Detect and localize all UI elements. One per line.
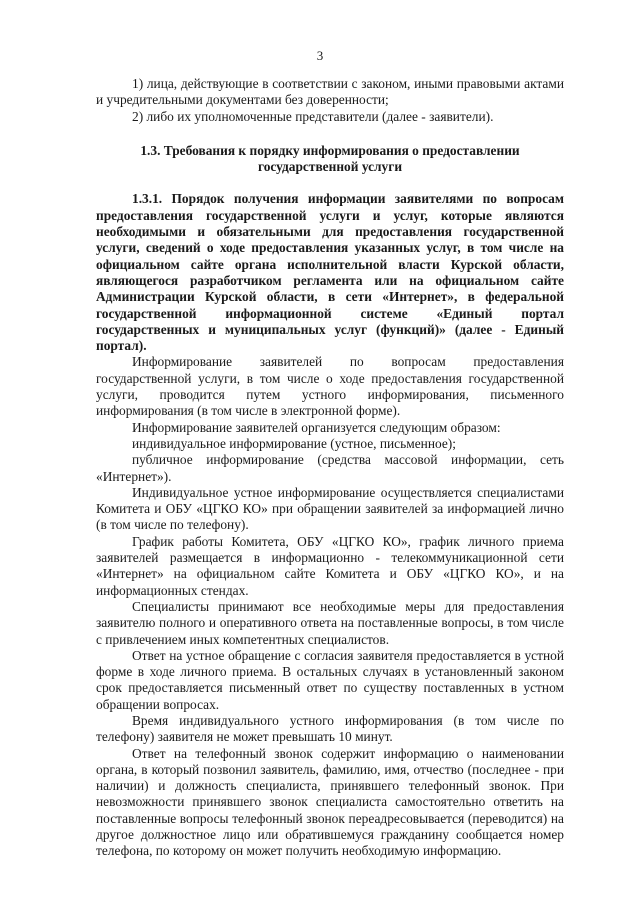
section-heading: 1.3. Требования к порядку информирования о предоставлении государственной услуги	[140, 142, 520, 175]
paragraph-11: Ответ на устное обращение с согласия заявителя предоставляется в устной форме в ходе личного приема. В остальных случаях в установленный законом срок предоставляется письменный ответ по существу поставленных в устном обращении вопросах.	[96, 647, 564, 712]
page-number: 3	[316, 48, 324, 63]
paragraph-9: График работы Комитета, ОБУ «ЦГКО КО», график личного приема заявителей размещается в информационно - телекоммуникационной сети «Интернет» на официальном сайте Комитета и ОБУ «ЦГКО КО», и на информационных стендах.	[96, 533, 564, 598]
paragraph-2: 2) либо их уполномоченные представители (далее - заявители).	[132, 108, 494, 124]
paragraph-12: Время индивидуального устного информирования (в том числе по телефону) заявителя не может превышать 10 минут.	[96, 712, 564, 745]
paragraph-13: Ответ на телефонный звонок содержит информацию о наименовании органа, в который позвонил заявитель, фамилию, имя, отчество (последнее - при наличии) и должность специалиста, принявшего телефонный звонок. При невозможности принявшего звонок специалиста самостоятельно ответить на поставленные вопросы телефонный звонок переадресовывается (переводится) на другое должностное лицо или обратившемуся гражданину сообщается номер телефона, по которому он может получить необходимую информацию.	[96, 745, 564, 859]
paragraph-8: Индивидуальное устное информирование осуществляется специалистами Комитета и ОБУ «ЦГКО КО» при обращении заявителей за информацией лично (в том числе по телефону).	[96, 484, 564, 533]
document-body	[96, 76, 564, 860]
paragraph-6: индивидуальное информирование (устное, письменное);	[132, 435, 456, 451]
paragraph-10: Специалисты принимают все необходимые меры для предоставления заявителю полного и оперативного ответа на поставленные вопросы, в том числе с привлечением иных компетентных специалистов.	[96, 598, 564, 647]
paragraph-3: 1.3.1. Порядок получения информации заявителями по вопросам предоставления государственной услуги и услуг, которые являются необходимыми и обязательными для предоставления государственной услуги, сведений о ходе предоставления указанных услуг, в том числе на официальном сайте органа исполнительной власти Курской области, являющегося разработчиком регламента или на официальном сайте Администрации Курской области, в сети «Интернет», в федеральной государственной информационной системе «Единый портал государственных и муниципальных услуг (функций)» (далее - Единый портал).	[96, 191, 564, 354]
paragraph-5: Информирование заявителей организуется следующим образом:	[132, 419, 501, 435]
paragraph-4: Информирование заявителей по вопросам предоставления государственной услуги, в том числе о ходе предоставления государственной услуги, проводится путем устного информирования, письменного информирования (в том числе в электронной форме).	[96, 354, 564, 419]
paragraph-7: публичное информирование (средства массовой информации, сеть «Интернет»).	[96, 452, 564, 484]
paragraph-1: 1) лица, действующие в соответствии с законом, иными правовыми актами и учредительными документами без доверенности;	[96, 76, 564, 108]
